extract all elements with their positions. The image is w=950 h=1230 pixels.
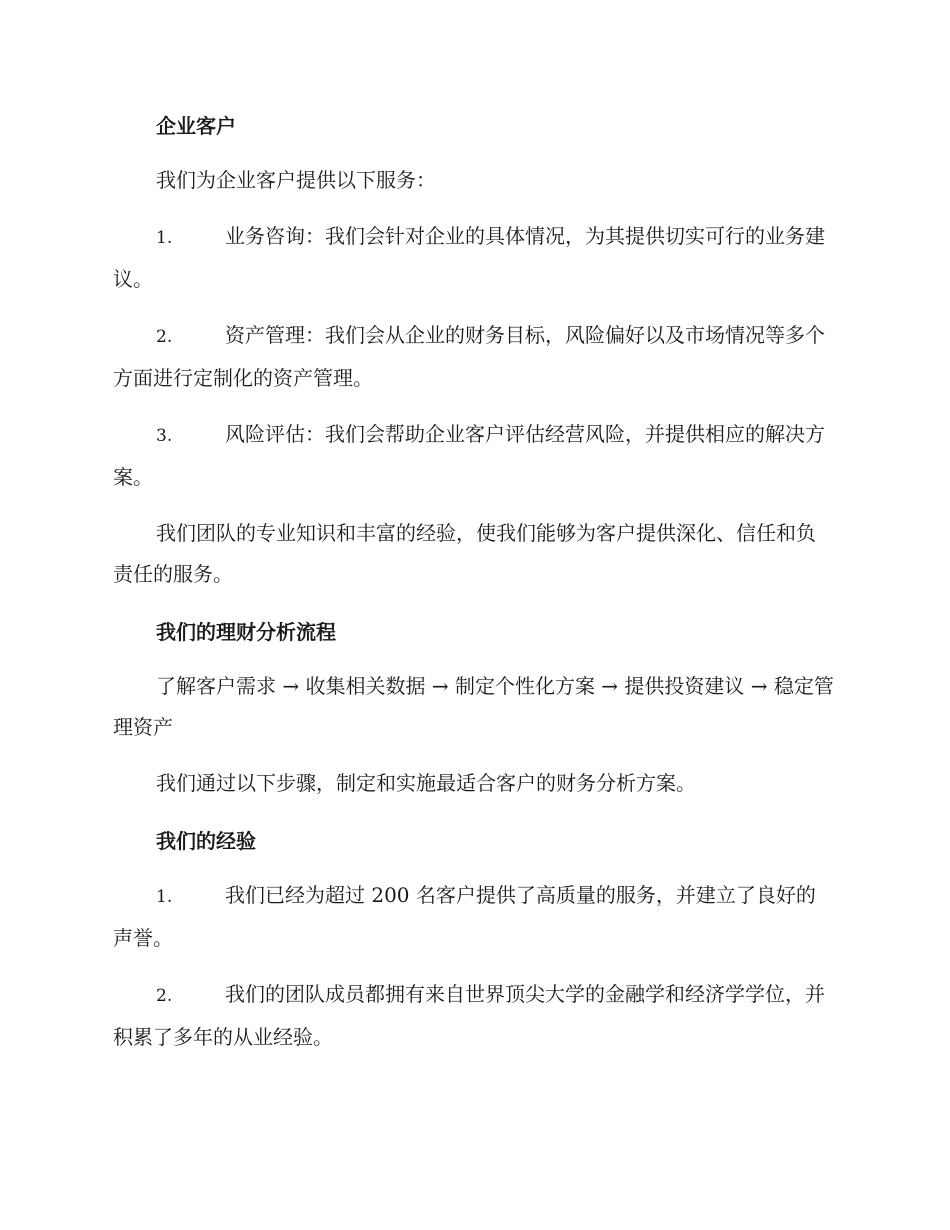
- list-item: [113, 216, 835, 300]
- list-item-text: 我们已经为超过 200 名客户提供了高质量的服务，并建立了良好的声誉。: [113, 883, 816, 950]
- list-item: [113, 974, 835, 1058]
- list-item-number: 1.: [156, 228, 173, 248]
- list-item: [113, 875, 835, 959]
- list-item: [113, 414, 835, 498]
- list-item-number: 3.: [156, 426, 173, 446]
- list-item-text: 业务咨询：我们会针对企业的具体情况，为其提供切实可行的业务建议。: [113, 224, 825, 291]
- section-heading-experience: 我们的经验: [156, 829, 256, 853]
- list-item-number: 2.: [156, 327, 173, 347]
- process-flow: 了解客户需求 → 收集相关数据 → 制定个性化方案 → 提供投资建议 → 稳定管理资产: [113, 674, 834, 739]
- list-item-number: 1.: [156, 887, 173, 907]
- section-heading-process: 我们的理财分析流程: [156, 620, 336, 644]
- document-page: [113, 104, 835, 1073]
- list-item-text: 资产管理：我们会从企业的财务目标，风险偏好以及市场情况等多个方面进行定制化的资产管理。: [113, 323, 825, 390]
- list-item: [113, 315, 835, 399]
- section-heading-enterprise: 企业客户: [156, 114, 236, 138]
- list-item-number: 2.: [156, 986, 173, 1006]
- enterprise-intro: 我们为企业客户提供以下服务：: [156, 168, 436, 192]
- list-item-text: 我们的团队成员都拥有来自世界顶尖大学的金融学和经济学学位，并积累了多年的从业经验。: [113, 982, 825, 1049]
- enterprise-closing: 我们团队的专业知识和丰富的经验，使我们能够为客户提供深化、信任和负责任的服务。: [113, 521, 816, 586]
- process-note: 我们通过以下步骤，制定和实施最适合客户的财务分析方案。: [156, 771, 696, 795]
- list-item-text: 风险评估：我们会帮助企业客户评估经营风险，并提供相应的解决方案。: [113, 422, 825, 489]
